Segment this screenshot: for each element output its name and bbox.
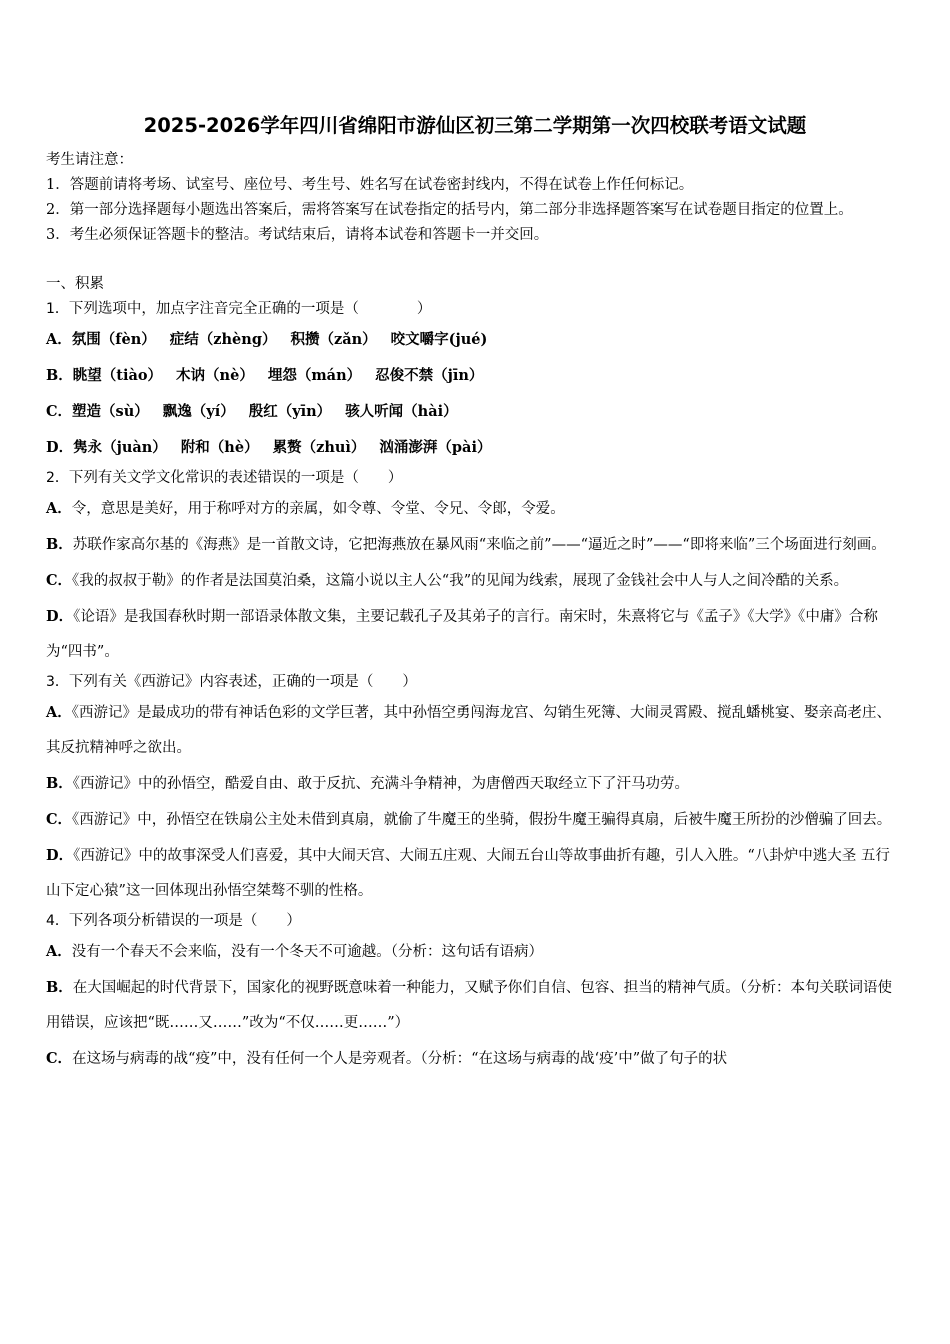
option-label: C． [46,1050,73,1067]
notice-item: 2．第一部分选择题每小题选出答案后，需将答案写在试卷指定的括号内，第二部分非选择题答案写在试卷题目指定的位置上。 [46,202,853,218]
option-label: D． [46,847,74,864]
option-d [46,599,904,670]
option-label: C． [46,572,73,589]
question-number: 2． [46,470,69,486]
pinyin-item: 埋怨（mán） [267,367,362,384]
option-a [46,695,904,766]
question-2 [46,466,904,491]
option-text: 《西游记》中的孙悟空，酷爱自由、敢于反抗、充满斗争精神，为唐僧西天取经立下了汗马功劳。 [72,776,690,792]
question-number: 3． [46,674,69,690]
pinyin-item: 眺望（tiào） [72,367,163,384]
option-label: A． [46,331,72,348]
question-stem: 下列有关《西游记》内容表述，正确的一项是（ ） [68,674,417,690]
option-text: 《我的叔叔于勒》的作者是法国莫泊桑，这篇小说以主人公“我”的见闻为线索，展现了金钱社会中人与人之间冷酷的关系。 [72,573,849,589]
option-text: 《论语》是我国春秋时期一部语录体散文集，主要记载孔子及其弟子的言行。南宋时，朱熹将它与《孟子》《大学》《中庸》合称为“四书”。 [46,609,878,660]
option-c [46,802,904,838]
option-b [46,358,904,394]
option-label: B． [46,775,73,792]
option-d [46,430,904,466]
section-heading: 一、积累 [46,276,104,292]
option-text: 令，意思是美好，用于称呼对方的亲属，如令尊、令堂、令兄、令郎，令爱。 [71,501,565,517]
notice-item: 1．答题前请将考场、试室号、座位号、考生号、姓名写在试卷密封线内，不得在试卷上作任何标记。 [46,177,694,193]
question-stem: 下列各项分析错误的一项是（ ） [68,913,301,929]
pinyin-item: 忍俊不禁（jīn） [375,367,484,384]
pinyin-item: 殷红（yīn） [248,403,332,420]
option-label: A． [46,704,72,721]
option-text: 在这场与病毒的战“疫”中，没有任何一个人是旁观者。（分析：“在这场与病毒的战‘疫’中”做了句子的状 [72,1051,728,1067]
notice-heading: 考生请注意： [46,152,133,168]
candidate-notice [46,148,904,248]
option-label: D． [46,439,74,456]
option-label: B． [46,979,73,996]
option-b [46,766,904,802]
option-text: 没有一个春天不会来临，没有一个冬天不可逾越。（分析：这句话有语病） [71,944,544,960]
question-number: 4． [46,913,69,929]
question-stem: 下列选项中，加点字注音完全正确的一项是（ ） [68,301,432,317]
pinyin-item: 积攒（zǎn） [290,331,377,348]
option-c [46,394,904,430]
pinyin-item: 汹涌澎湃（pài） [379,439,492,456]
option-label: D． [46,608,74,625]
pinyin-item: 氛围（fèn） [71,331,156,348]
pinyin-item: 附和（hè） [180,439,259,456]
option-label: C． [46,811,73,828]
pinyin-item: 累赘（zhuì） [272,439,366,456]
option-label: A． [46,500,72,517]
option-b [46,527,904,563]
pinyin-item: 塑造（sù） [72,403,149,420]
option-c [46,563,904,599]
option-c [46,1041,904,1077]
option-label: C． [46,403,73,420]
pinyin-item: 咬文嚼字(jué) [390,331,488,348]
option-a [46,322,904,358]
pinyin-item: 隽永（juàn） [73,439,167,456]
pinyin-item: 飘逸（yí） [162,403,235,420]
question-number: 1． [46,301,69,317]
option-text: 苏联作家高尔基的《海燕》是一首散文诗，它把海燕放在暴风雨“来临之前”——“逼近之时”——“即将来临”三个场面进行刻画。 [72,537,886,553]
question-1 [46,297,904,322]
exam-title: 2025-2026学年四川省绵阳市游仙区初三第二学期第一次四校联考语文试题 [143,114,807,137]
option-text: 《西游记》中，孙悟空在铁扇公主处未借到真扇，就偷了牛魔王的坐骑，假扮牛魔王骗得真扇，后被牛魔王所扮的沙僧骗了回去。 [72,812,892,828]
question-stem: 下列有关文学文化常识的表述错误的一项是（ ） [68,470,403,486]
pinyin-item: 症结（zhèng） [169,331,277,348]
spacer [46,248,904,272]
pinyin-item: 骇人听闻（hài） [345,403,458,420]
question-4 [46,909,904,934]
option-text: 在大国崛起的时代背景下，国家化的视野既意味着一种能力，又赋予你们自信、包容、担当的精神气质。（分析：本句关联词语使用错误，应该把“既……又……”改为“不仅……更……”） [46,980,893,1031]
option-text: 《西游记》是最成功的带有神话色彩的文学巨著，其中孙悟空勇闯海龙宫、勾销生死簿、大闹灵霄殿、搅乱蟠桃宴、娶亲高老庄、其反抗精神呼之欲出。 [46,705,892,756]
option-a [46,934,904,970]
question-3 [46,670,904,695]
option-label: B． [46,536,73,553]
option-label: A． [46,943,72,960]
option-text: 《西游记》中的故事深受人们喜爱，其中大闹天宫、大闹五庄观、大闹五台山等故事曲折有趣，引人入胜。“八卦炉中逃大圣 五行山下定心猿”这一回体现出孙悟空桀骜不驯的性格。 [46,848,890,899]
option-d [46,838,904,909]
option-label: B． [46,367,73,384]
option-a [46,491,904,527]
notice-item: 3．考生必须保证答题卡的整洁。考试结束后，请将本试卷和答题卡一并交回。 [46,227,549,243]
option-b [46,970,904,1041]
pinyin-item: 木讷（nè） [176,367,254,384]
